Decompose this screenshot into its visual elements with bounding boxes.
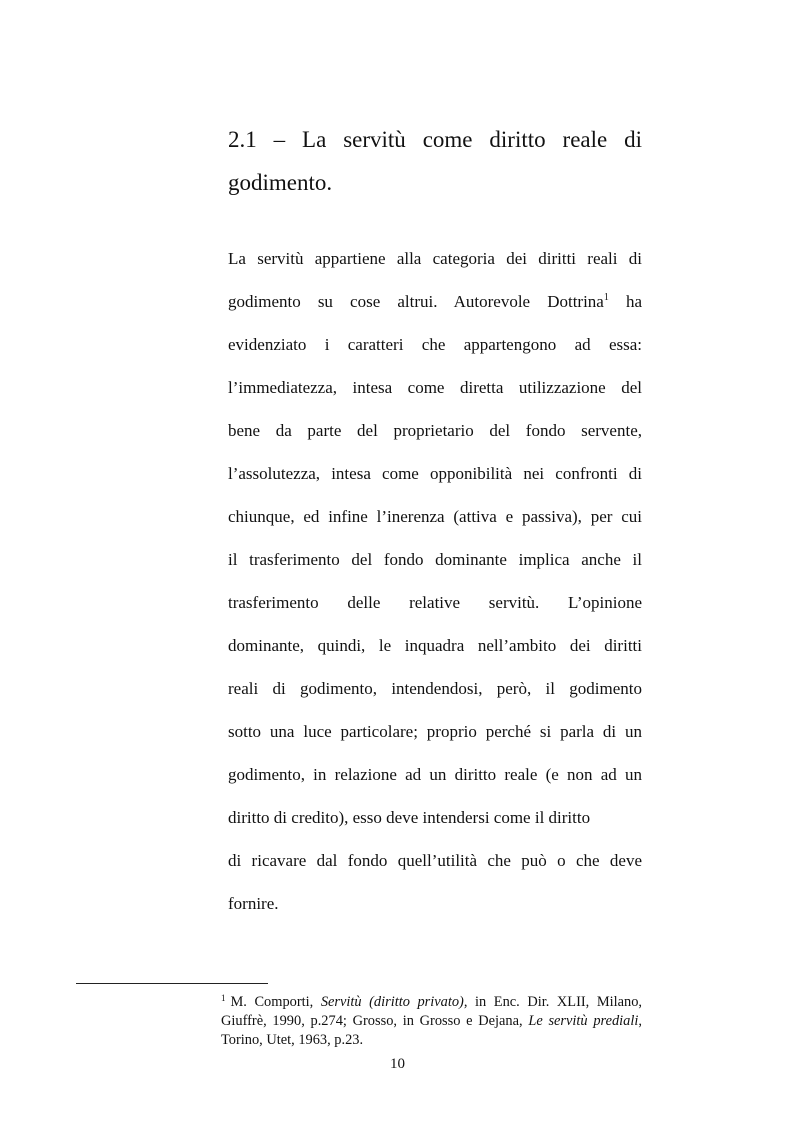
heading-line-2: godimento. [228, 170, 333, 195]
body-line-3: evidenziato i caratteri che appartengono ad essa: [228, 335, 642, 354]
footnote-text-1: M. Comporti, [230, 994, 321, 1010]
heading-line-1: 2.1 – La servitù come diritto reale di [228, 127, 642, 152]
body-line-2-end: ha [625, 292, 642, 311]
body-line-6: l’assolutezza, intesa come opponibilità nei confronti di [228, 464, 642, 483]
page-number [0, 1056, 793, 1073]
footnote-separator [76, 983, 268, 984]
body-line-8: il trasferimento del fondo dominante implica anche il [228, 550, 642, 569]
body-line-14: diritto di credito), esso deve intendersi come il diritto [228, 808, 591, 827]
body-line-13: godimento, in relazione ad un diritto reale (e non ad un [228, 765, 642, 784]
section-heading [228, 118, 642, 204]
footnote-text-2: , in Enc. Dir. XLII, Milano, Giuffrè, 1990, p.274; Grosso, in Grosso e Dejana, [221, 994, 642, 1029]
footnote-text-3: , Torino, Utet, 1963, p.23. [221, 1013, 642, 1048]
footnote-reference: 1 [603, 292, 609, 303]
footnote-title-2: Le servitù prediali [528, 1013, 639, 1029]
body-line-1: La servitù appartiene alla categoria dei diritti reali di [228, 249, 642, 268]
body-line-5: bene da parte del proprietario del fondo servente, [228, 421, 642, 440]
page-number-value: 10 [390, 1056, 405, 1072]
footnote [221, 989, 642, 1050]
body-line-9: trasferimento delle relative servitù. L’opinione [228, 593, 642, 612]
body-line-7: chiunque, ed infine l’inerenza (attiva e passiva), per cui [228, 507, 642, 526]
body-line-10: dominante, quindi, le inquadra nell’ambito dei diritti [228, 636, 642, 655]
body-line-16: fornire. [228, 894, 279, 913]
body-line-2-text: godimento su cose altrui. Autorevole Dottrina [228, 292, 604, 311]
body-line-4: l’immediatezza, intesa come diretta utilizzazione del [228, 378, 642, 397]
footnote-title-1: Servitù (diritto privato) [320, 994, 464, 1010]
body-line-15: di ricavare dal fondo quell’utilità che può o che deve [228, 851, 642, 870]
footnote-mark: 1 [221, 993, 226, 1003]
body-line-2 [228, 280, 642, 323]
body-line-12: sotto una luce particolare; proprio perché si parla di un [228, 722, 642, 741]
body-line-11: reali di godimento, intendendosi, però, il godimento [228, 679, 642, 698]
body-text [228, 237, 642, 925]
